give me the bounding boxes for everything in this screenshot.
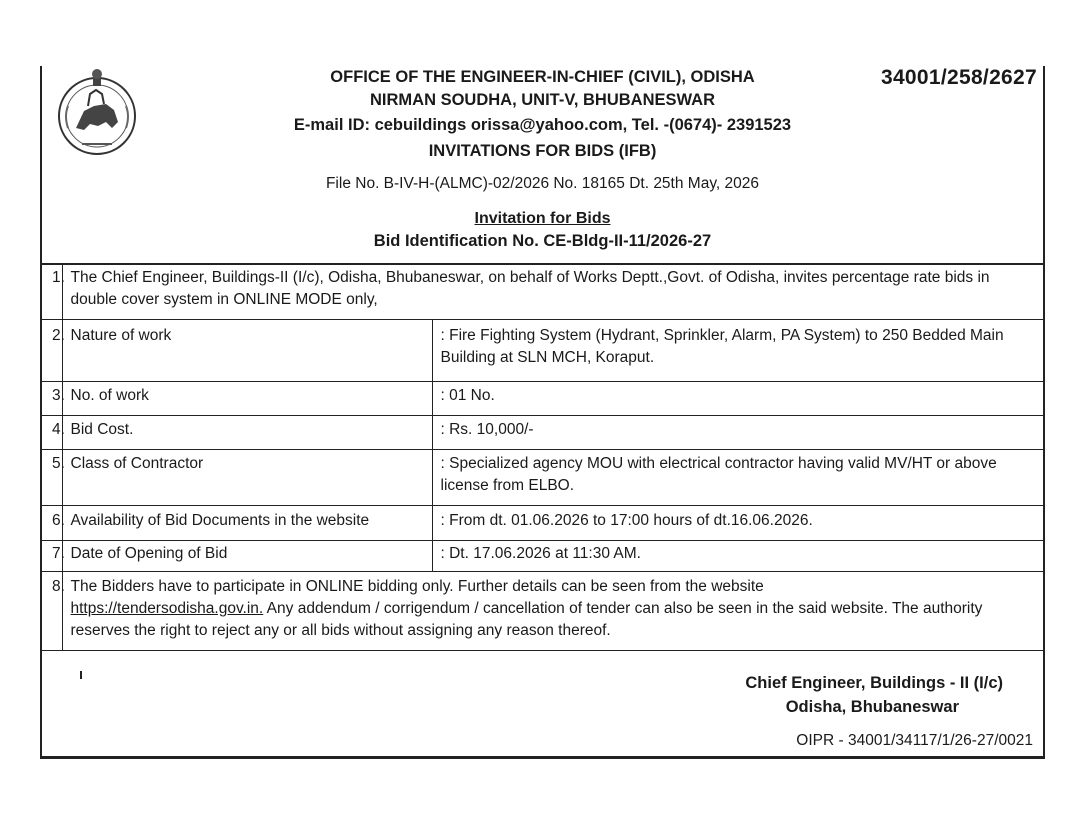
row-value: : From dt. 01.06.2026 to 17:00 hours of dt.16.06.2026.: [432, 506, 1043, 541]
row-number: 7.: [42, 541, 62, 572]
row-number: 8.: [42, 572, 62, 651]
row-label: Class of Contractor: [62, 450, 432, 506]
ifb-heading: INVITATIONS FOR BIDS (IFB): [428, 142, 657, 160]
bid-identification: Bid Identification No. CE-Bldg-II-11/2026-27: [373, 232, 712, 250]
table-row: [42, 264, 1043, 320]
row-text-part: The Bidders have to participate in ONLINE bidding only. Further details can be seen from the website: [70, 578, 764, 595]
file-number: File No. B-IV-H-(ALMC)-02/2026 No. 18165 Dt. 25th May, 2026: [325, 175, 760, 192]
row-value: : Rs. 10,000/-: [432, 416, 1043, 450]
table-row: [42, 506, 1043, 541]
row-label: Availability of Bid Documents in the website: [62, 506, 432, 541]
row-label: Date of Opening of Bid: [62, 541, 432, 572]
row-number: 6.: [42, 506, 62, 541]
invitation-heading: Invitation for Bids: [474, 210, 611, 227]
row-number: 2.: [42, 320, 62, 382]
table-row: [42, 320, 1043, 382]
table-row: [42, 541, 1043, 572]
row-label: No. of work: [62, 382, 432, 416]
bid-details-table: [42, 263, 1043, 651]
row-value: : 01 No.: [432, 382, 1043, 416]
row-label: Bid Cost.: [62, 416, 432, 450]
row-text: The Chief Engineer, Buildings-II (I/c), Odisha, Bhubaneswar, on behalf of Works Deptt.,Govt. of Odisha, invites percentage rate bids in double cover system in ONLINE MODE only,: [62, 264, 1043, 320]
tender-website-link[interactable]: https://tendersodisha.gov.in.: [70, 600, 264, 617]
ref-number: 34001/258/2627: [880, 66, 1037, 89]
row-value: : Specialized agency MOU with electrical contractor having valid MV/HT or above license from ELBO.: [432, 450, 1043, 506]
office-address: NIRMAN SOUDHA, UNIT-V, BHUBANESWAR: [370, 91, 715, 109]
row-value: : Fire Fighting System (Hydrant, Sprinkler, Alarm, PA System) to 250 Bedded Main Building at SLN MCH, Koraput.: [432, 320, 1043, 382]
signatory: Chief Engineer, Buildings - II (I/c): [745, 674, 1003, 692]
contact-line: E-mail ID: cebuildings orissa@yahoo.com, Tel. -(0674)- 2391523: [293, 116, 792, 134]
office-title: OFFICE OF THE ENGINEER-IN-CHIEF (CIVIL), ODISHA: [330, 68, 755, 86]
row-label: Nature of work: [62, 320, 432, 382]
row-number: 3.: [42, 382, 62, 416]
row-text: [62, 572, 1043, 651]
row-value: : Dt. 17.06.2026 at 11:30 AM.: [432, 541, 1043, 572]
table-row: [42, 416, 1043, 450]
row-text-part: Any addendum / corrigendum / cancellation of tender can also be seen in the said website. The authority reserves the right to reject any or all bids without assigning any reason thereof.: [70, 600, 983, 639]
table-row: [42, 382, 1043, 416]
oipr-number: OIPR - 34001/34117/1/26-27/0021: [796, 732, 1033, 749]
signatory-location: Odisha, Bhubaneswar: [785, 698, 959, 716]
row-number: 1.: [42, 264, 62, 320]
tender-notice: [40, 66, 1045, 759]
row-number: 4.: [42, 416, 62, 450]
table-row: [42, 572, 1043, 651]
row-number: 5.: [42, 450, 62, 506]
notice-header: [42, 66, 1043, 265]
table-row: [42, 450, 1043, 506]
divider-tick: [80, 671, 82, 679]
